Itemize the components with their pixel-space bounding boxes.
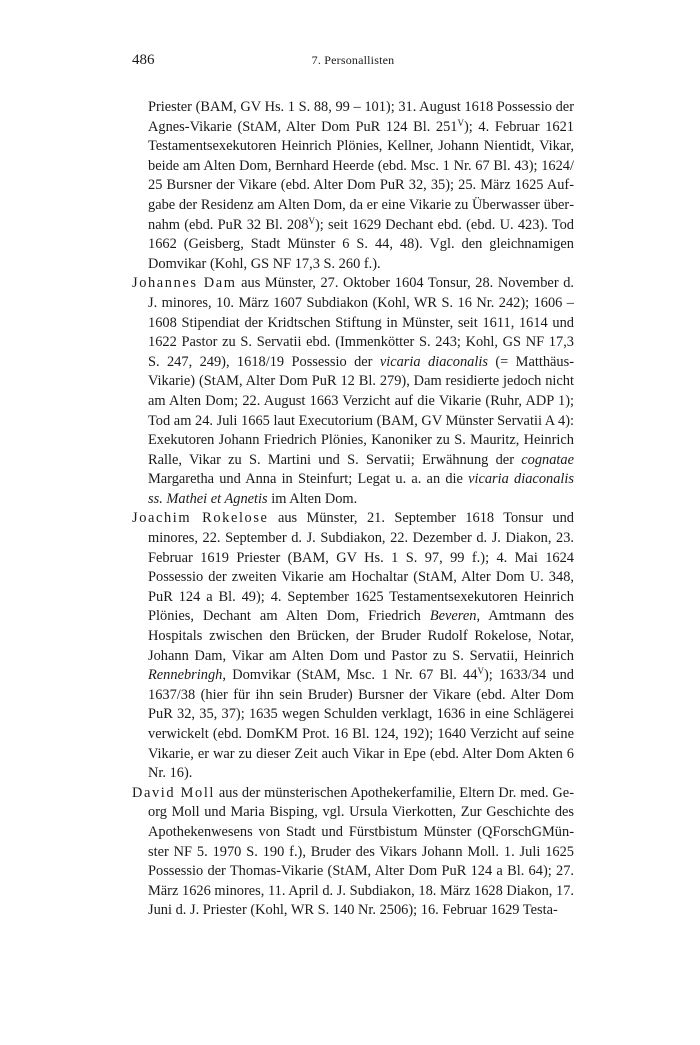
person-name: Johannes Dam	[132, 275, 237, 292]
italic-term: vicaria diaconalis ss. Mathei et Agnetis	[148, 471, 574, 507]
entry-text: aus Münster, 21. September 1618 Tonsur und minores, 22. September d. J. Subdiakon, 22. Dezember d. J. Diakon, 23. Februar 1619 Priester (BAM, GV Hs. 1 S. 97, 99 f.); 4. Mai 1624 Possessio der zweiten Vikarie am Hochaltar (StAM, Alter Dom U. 348, PuR 124 a Bl. 49); 4. September 1625 Testamentsexekutoren Heinrich Plönies, Dechant am Alten Dom, Friedrich	[148, 510, 574, 625]
entry-text: (= Matthäus-Vikarie) (StAM, Alter Dom PuR 12 Bl. 279), Dam residierte jedoch nicht am Alten Dom; 22. August 1663 Verzicht auf die Vikarie (Ruhr, ADP 1); Tod am 24. Juli 1665 laut Executorium (BAM, GV Münster Servatii A 4): Exekutoren Johann Friedrich Plönies, Kanoniker zu S. Mauritz, Heinrich Ralle, Vikar zu S. Martini und S. Servatii; Erwähnung der	[148, 353, 575, 468]
entry-david-moll	[132, 784, 574, 921]
person-name: David Moll	[132, 784, 216, 801]
entry-continuation	[148, 98, 574, 274]
page-header	[132, 52, 574, 78]
entry-text: , Amtmann des Hospitals zwischen den Brücken, der Bruder Rudolf Rokelose, Notar, Johann Dam, Vikar am Alten Dom und Pastor zu S. Servatii, Heinrich	[148, 608, 574, 664]
italic-term: cognatae	[521, 451, 574, 468]
italic-term: Rennebringh	[148, 667, 223, 684]
entry-text: aus Münster, 27. Oktober 1604 Tonsur, 28. November d. J. minores, 10. März 1607 Subdiakon (Kohl, WR S. 16 Nr. 242); 1606 – 1608 Stipendiat der Kridtschen Stiftung in Münster, seit 1611, 1614 und 1622 Pastor zu S. Servatii ebd. (Immenkötter S. 243; Kohl, GS NF 17,3 S. 247, 249), 1618/19 Possessio der	[148, 275, 574, 370]
body-text	[132, 98, 574, 921]
page	[132, 52, 574, 921]
superscript: V	[457, 117, 464, 128]
entry-joachim-rokelose	[132, 509, 574, 783]
italic-term: vicaria diaconalis	[379, 353, 488, 370]
entry-text: ); 1633/34 und 1637/38 (hier für ihn sein Bruder) Bursner der Vikare (ebd. Alter Dom PuR 32, 35, 37); 1635 wegen Schulden verklagt, 1636 in eine Schlägerei verwickelt (ebd. DomKM Prot. 16 Bl. 124, 192); 1640 Verzicht auf seine Vikarie, er war zu dieser Zeit auch Vikar in Epe (ebd. Alter Dom Akten 6 Nr. 16).	[148, 667, 574, 782]
person-name: Joachim Rokelose	[132, 510, 269, 527]
entry-johannes-dam	[132, 274, 575, 509]
entry-text: Priester (BAM, GV Hs. 1 S. 88, 99 – 101); 31. August 1618 Possessio der Agnes-Vikarie (StAM, Alter Dom PuR 124 Bl. 251	[148, 99, 574, 135]
entry-text: im Alten Dom.	[267, 490, 358, 507]
entry-text: Margaretha und Anna in Steinfurt; Legat u. a. an die	[148, 471, 469, 488]
entry-text: ); 4. Februar 1621 Testamentsexekutoren Heinrich Plönies, Kellner, Johann Nientidt, Vikar, beide am Alten Dom, Bernhard Heerde (ebd. Msc. 1 Nr. 67 Bl. 43); 1624/ 25 Bursner der Vikare (ebd. Alter Dom PuR 32, 35); 25. März 1625 Aufgabe der Residenz am Alten Dom, da er eine Vikarie zu Überwasser übernahm (ebd. PuR 32 Bl. 208	[148, 118, 574, 233]
entry-text: aus der münsterischen Apothekerfamilie, Eltern Dr. med. Georg Moll und Maria Bisping, vgl. Ursula Vierkotten, Zur Geschichte des Apothekenwesens von Stadt und Fürstbistum Münster (QForschGMünster NF 5. 1970 S. 190 f.), Bruder des Vikars Johann Moll. 1. Juli 1625 Possessio der Thomas-Vikarie (StAM, Alter Dom PuR 124 a Bl. 64); 27. März 1626 minores, 11. April d. J. Subdiakon, 18. März 1628 Diakon, 17. Juni d. J. Priester (Kohl, WR S. 140 Nr. 2506); 16. Februar 1629 Testa-	[148, 784, 574, 919]
superscript: V	[477, 666, 484, 677]
entry-text: , Domvikar (StAM, Msc. 1 Nr. 67 Bl. 44	[222, 667, 478, 684]
page-number: 486	[132, 52, 155, 68]
superscript: V	[308, 215, 315, 226]
italic-term: Beveren	[429, 608, 477, 625]
running-head: 7. Personallisten	[311, 53, 395, 67]
entry-text: ); seit 1629 Dechant ebd. (ebd. U. 423). Tod 1662 (Geisberg, Stadt Münster 6 S. 44, 48). Vgl. den gleichnamigen Domvikar (Kohl, GS NF 17,3 S. 260 f.).	[148, 216, 574, 272]
